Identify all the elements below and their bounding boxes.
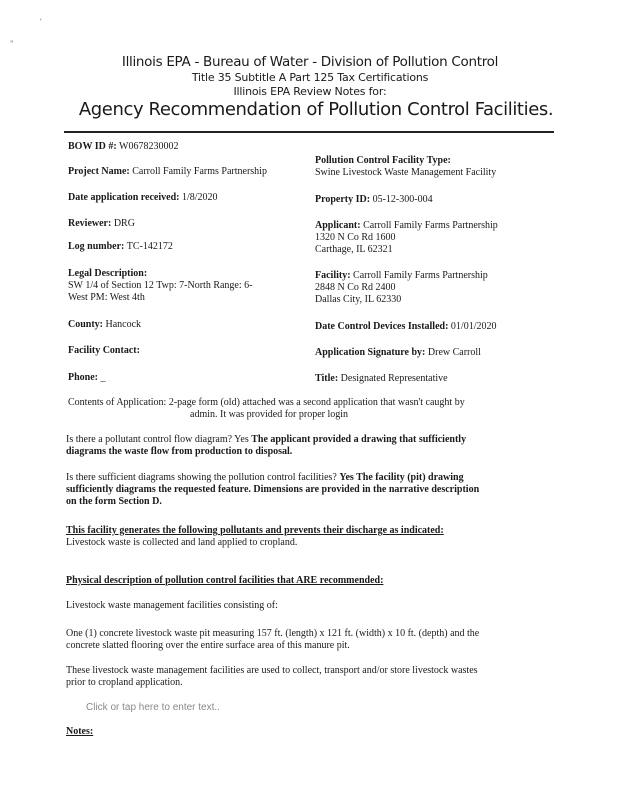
applicant-label: Applicant:: [315, 220, 361, 231]
date-installed-value: 01/01/2020: [450, 321, 497, 332]
contents-line: Contents of Application: 2-page form (old) attached was a second application that wasn't caught by: [68, 397, 465, 408]
reviewer-field: [68, 218, 135, 230]
pit-description-line: concrete slatted flooring over the entire surface area of this manure pit.: [66, 640, 350, 651]
applicant-name: Carroll Family Farms Partnership: [363, 220, 498, 231]
pit-description-line: One (1) concrete livestock waste pit measuring 157 ft. (length) x 121 ft. (width) x 10 ft. (depth) and the: [66, 628, 480, 639]
physical-description-heading: Physical description of pollution control facilities that ARE recommended:: [66, 575, 384, 586]
legal-description-line: SW 1/4 of Section 12 Twp: 7-North Range: 6-: [68, 280, 253, 291]
flow-diagram-answer-cont: diagrams the waste flow from production to disposal.: [66, 446, 293, 457]
title-field: [315, 373, 448, 385]
notes-heading: Notes:: [66, 726, 94, 737]
county-field: [68, 319, 141, 331]
pollutants-heading: This facility generates the following pollutants and prevents their discharge as indicated:: [66, 525, 444, 536]
facility-type-label: Pollution Control Facility Type:: [315, 155, 451, 166]
reviewer-value: DRG: [113, 218, 135, 229]
signature-value: Drew Carroll: [427, 347, 481, 358]
usage-description-line: prior to cropland application.: [66, 677, 183, 688]
date-installed-field: [315, 321, 496, 333]
header-title-section: Title 35 Subtitle A Part 125 Tax Certifications: [191, 71, 429, 84]
consisting-text: Livestock waste management facilities consisting of:: [66, 600, 278, 611]
scan-mark: ": [10, 39, 14, 49]
facility-contact-label: Facility Contact:: [68, 345, 140, 356]
county-label: County:: [68, 319, 104, 330]
diagrams-question: Is there sufficient diagrams showing the pollution control facilities?: [66, 472, 337, 483]
project-name-label: Project Name:: [68, 166, 130, 177]
log-number-label: Log number:: [68, 241, 125, 252]
county-value: Hancock: [105, 319, 142, 330]
facility-address-line: Dallas City, IL 62330: [315, 294, 402, 305]
diagrams-answer-cont: on the form Section D.: [66, 496, 162, 507]
flow-diagram-answer: The applicant provided a drawing that sufficiently: [251, 434, 467, 445]
applicant-address-line: Carthage, IL 62321: [315, 244, 393, 255]
project-name-field: [68, 166, 267, 178]
pit-description: [66, 628, 546, 652]
scan-mark: ': [40, 17, 42, 27]
applicant-field: [315, 220, 498, 256]
applicant-address-line: 1320 N Co Rd 1600: [315, 232, 396, 243]
diagrams-answer-cont: sufficiently diagrams the requested feature. Dimensions are provided in the narrative description: [66, 484, 480, 495]
date-received-field: [68, 192, 218, 204]
phone-value: _: [100, 372, 106, 383]
header-review-notes: Illinois EPA Review Notes for:: [233, 85, 387, 98]
phone-label: Phone:: [68, 372, 98, 383]
facility-label: Facility:: [315, 270, 351, 281]
flow-diagram-question: Is there a pollutant control flow diagram? Yes: [66, 434, 249, 445]
facility-address-line: 2848 N Co Rd 2400: [315, 282, 396, 293]
diagrams-paragraph: [66, 472, 546, 508]
facility-type-value: Swine Livestock Waste Management Facility: [315, 167, 497, 178]
title-label: Title:: [315, 373, 339, 384]
legal-description-field: [68, 268, 252, 304]
diagrams-answer: Yes The facility (pit) drawing: [339, 472, 464, 483]
contents-paragraph: [68, 397, 548, 421]
log-number-value: TC-142172: [126, 241, 173, 252]
contents-line: admin. It was provided for proper login: [190, 409, 349, 420]
usage-description-line: These livestock waste management facilities are used to collect, transport and/or store livestock wastes: [66, 665, 478, 676]
signature-field: [315, 347, 481, 359]
log-number-field: [68, 241, 173, 253]
phone-field: [68, 372, 106, 384]
pollutants-text: Livestock waste is collected and land applied to cropland.: [66, 537, 298, 548]
property-id-label: Property ID:: [315, 194, 371, 205]
page-title: Agency Recommendation of Pollution Control Facilities.: [78, 99, 554, 120]
facility-type-field: [315, 155, 496, 179]
flow-diagram-paragraph: [66, 434, 546, 458]
date-installed-label: Date Control Devices Installed:: [315, 321, 449, 332]
header-agency: Illinois EPA - Bureau of Water - Division of Pollution Control: [121, 54, 499, 70]
text-entry-placeholder[interactable]: Click or tap here to enter text..: [86, 702, 220, 713]
legal-description-label: Legal Description:: [68, 268, 148, 279]
facility-field: [315, 270, 488, 306]
signature-label: Application Signature by:: [315, 347, 426, 358]
date-received-label: Date application received:: [68, 192, 180, 203]
bow-id-field: [68, 141, 179, 153]
reviewer-label: Reviewer:: [68, 218, 112, 229]
bow-id-label: BOW ID #:: [68, 141, 117, 152]
usage-description: [66, 665, 546, 689]
bow-id-value: W0678230002: [119, 141, 179, 152]
legal-description-line: West PM: West 4th: [68, 292, 145, 303]
property-id-value: 05-12-300-004: [372, 194, 433, 205]
facility-name: Carroll Family Farms Partnership: [353, 270, 488, 281]
property-id-field: [315, 194, 433, 206]
header-divider: [64, 131, 554, 133]
facility-contact-field: [68, 345, 140, 357]
project-name-value: Carroll Family Farms Partnership: [132, 166, 267, 177]
title-value: Designated Representative: [340, 373, 448, 384]
date-received-value: 1/8/2020: [181, 192, 218, 203]
